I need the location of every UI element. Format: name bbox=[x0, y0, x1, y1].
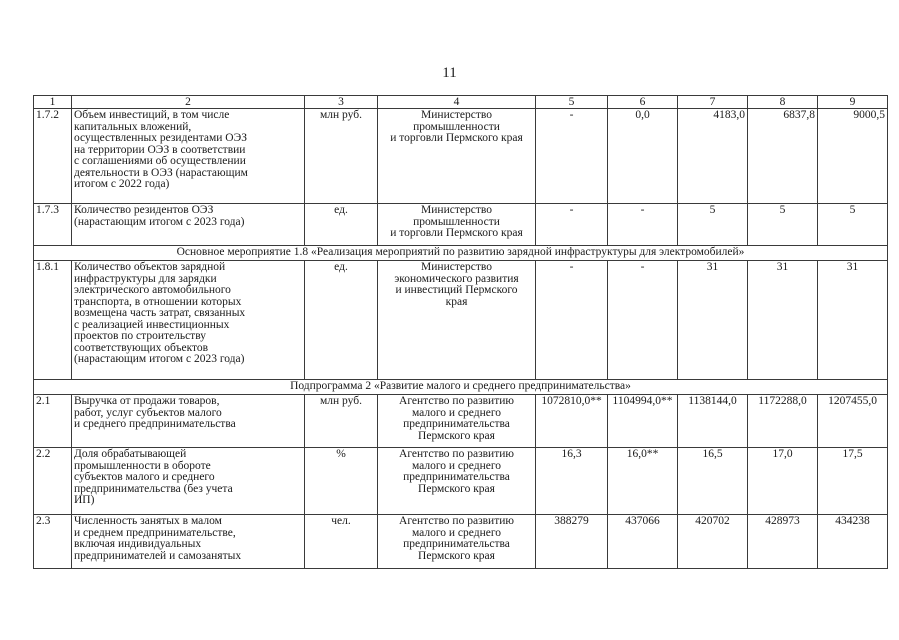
row-number: 1.7.3 bbox=[34, 204, 72, 246]
header-cell: 6 bbox=[608, 96, 678, 109]
row-number: 1.8.1 bbox=[34, 261, 72, 380]
header-cell: 7 bbox=[678, 96, 748, 109]
unit-cell: ед. bbox=[305, 204, 378, 246]
value-cell: 1138144,0 bbox=[678, 395, 748, 448]
row-number: 2.3 bbox=[34, 515, 72, 569]
value-cell: 31 bbox=[818, 261, 888, 380]
value-cell: 4183,0 bbox=[678, 109, 748, 204]
responsible-org: Министерство промышленности и торговли Пермского края bbox=[378, 109, 536, 204]
table-header-row bbox=[34, 96, 888, 109]
value-cell: 16,5 bbox=[678, 448, 748, 515]
value-cell: 1072810,0** bbox=[536, 395, 608, 448]
unit-cell: % bbox=[305, 448, 378, 515]
value-cell: 5 bbox=[748, 204, 818, 246]
responsible-org: Министерство экономического развития и инвестиций Пермского края bbox=[378, 261, 536, 380]
value-cell: 0,0 bbox=[608, 109, 678, 204]
header-cell: 5 bbox=[536, 96, 608, 109]
responsible-org: Агентство по развитию малого и среднего предпринимательства Пермского края bbox=[378, 395, 536, 448]
indicators-table bbox=[33, 95, 888, 569]
value-cell: 17,0 bbox=[748, 448, 818, 515]
section-title: Подпрограмма 2 «Развитие малого и среднего предпринимательства» bbox=[34, 380, 888, 395]
value-cell: - bbox=[536, 261, 608, 380]
value-cell: 1104994,0** bbox=[608, 395, 678, 448]
table-row bbox=[34, 204, 888, 246]
row-number: 2.2 bbox=[34, 448, 72, 515]
section-row bbox=[34, 246, 888, 261]
value-cell: 428973 bbox=[748, 515, 818, 569]
value-cell: - bbox=[608, 204, 678, 246]
value-cell: 434238 bbox=[818, 515, 888, 569]
responsible-org: Агентство по развитию малого и среднего предпринимательства Пермского края bbox=[378, 515, 536, 569]
indicator-name: Доля обрабатывающей промышленности в обороте субъектов малого и среднего предпринимательства (без учета ИП) bbox=[72, 448, 305, 515]
value-cell: 31 bbox=[678, 261, 748, 380]
header-cell: 2 bbox=[72, 96, 305, 109]
responsible-org: Министерство промышленности и торговли Пермского края bbox=[378, 204, 536, 246]
value-cell: 1207455,0 bbox=[818, 395, 888, 448]
unit-cell: млн руб. bbox=[305, 109, 378, 204]
value-cell: 9000,5 bbox=[818, 109, 888, 204]
unit-cell: чел. bbox=[305, 515, 378, 569]
indicator-name: Численность занятых в малом и среднем предпринимательстве, включая индивидуальных предпринимателей и самозанятых bbox=[72, 515, 305, 569]
value-cell: 5 bbox=[818, 204, 888, 246]
unit-cell: ед. bbox=[305, 261, 378, 380]
value-cell: - bbox=[608, 261, 678, 380]
header-cell: 8 bbox=[748, 96, 818, 109]
value-cell: 6837,8 bbox=[748, 109, 818, 204]
table-row bbox=[34, 109, 888, 204]
value-cell: 420702 bbox=[678, 515, 748, 569]
table-row bbox=[34, 261, 888, 380]
unit-cell: млн руб. bbox=[305, 395, 378, 448]
header-cell: 4 bbox=[378, 96, 536, 109]
value-cell: 437066 bbox=[608, 515, 678, 569]
value-cell: - bbox=[536, 204, 608, 246]
indicator-name: Количество объектов зарядной инфраструктуры для зарядки электрического автомобильного транспорта, в отношении которых возмещена часть затрат, связанных с реализацией инвестиционных проектов по строительству соответствующих объектов (нарастающим итогом с 2023 года) bbox=[72, 261, 305, 380]
table-row bbox=[34, 395, 888, 448]
header-cell: 3 bbox=[305, 96, 378, 109]
value-cell: 1172288,0 bbox=[748, 395, 818, 448]
table-row bbox=[34, 448, 888, 515]
indicator-name: Объем инвестиций, в том числе капитальных вложений, осуществленных резидентами ОЭЗ на территории ОЭЗ в соответствии с соглашениями об осуществлении деятельности в ОЭЗ (нарастающим итогом с 2022 года) bbox=[72, 109, 305, 204]
section-title: Основное мероприятие 1.8 «Реализация мероприятий по развитию зарядной инфраструктуры для электромобилей» bbox=[34, 246, 888, 261]
row-number: 1.7.2 bbox=[34, 109, 72, 204]
section-row bbox=[34, 380, 888, 395]
table-row bbox=[34, 515, 888, 569]
value-cell: 16,3 bbox=[536, 448, 608, 515]
row-number: 2.1 bbox=[34, 395, 72, 448]
page-number: 11 bbox=[442, 65, 457, 81]
indicator-name: Выручка от продажи товаров, работ, услуг субъектов малого и среднего предпринимательства bbox=[72, 395, 305, 448]
value-cell: 388279 bbox=[536, 515, 608, 569]
value-cell: 31 bbox=[748, 261, 818, 380]
value-cell: - bbox=[536, 109, 608, 204]
indicator-name: Количество резидентов ОЭЗ (нарастающим итогом с 2023 года) bbox=[72, 204, 305, 246]
value-cell: 5 bbox=[678, 204, 748, 246]
header-cell: 9 bbox=[818, 96, 888, 109]
header-cell: 1 bbox=[34, 96, 72, 109]
value-cell: 17,5 bbox=[818, 448, 888, 515]
value-cell: 16,0** bbox=[608, 448, 678, 515]
responsible-org: Агентство по развитию малого и среднего предпринимательства Пермского края bbox=[378, 448, 536, 515]
